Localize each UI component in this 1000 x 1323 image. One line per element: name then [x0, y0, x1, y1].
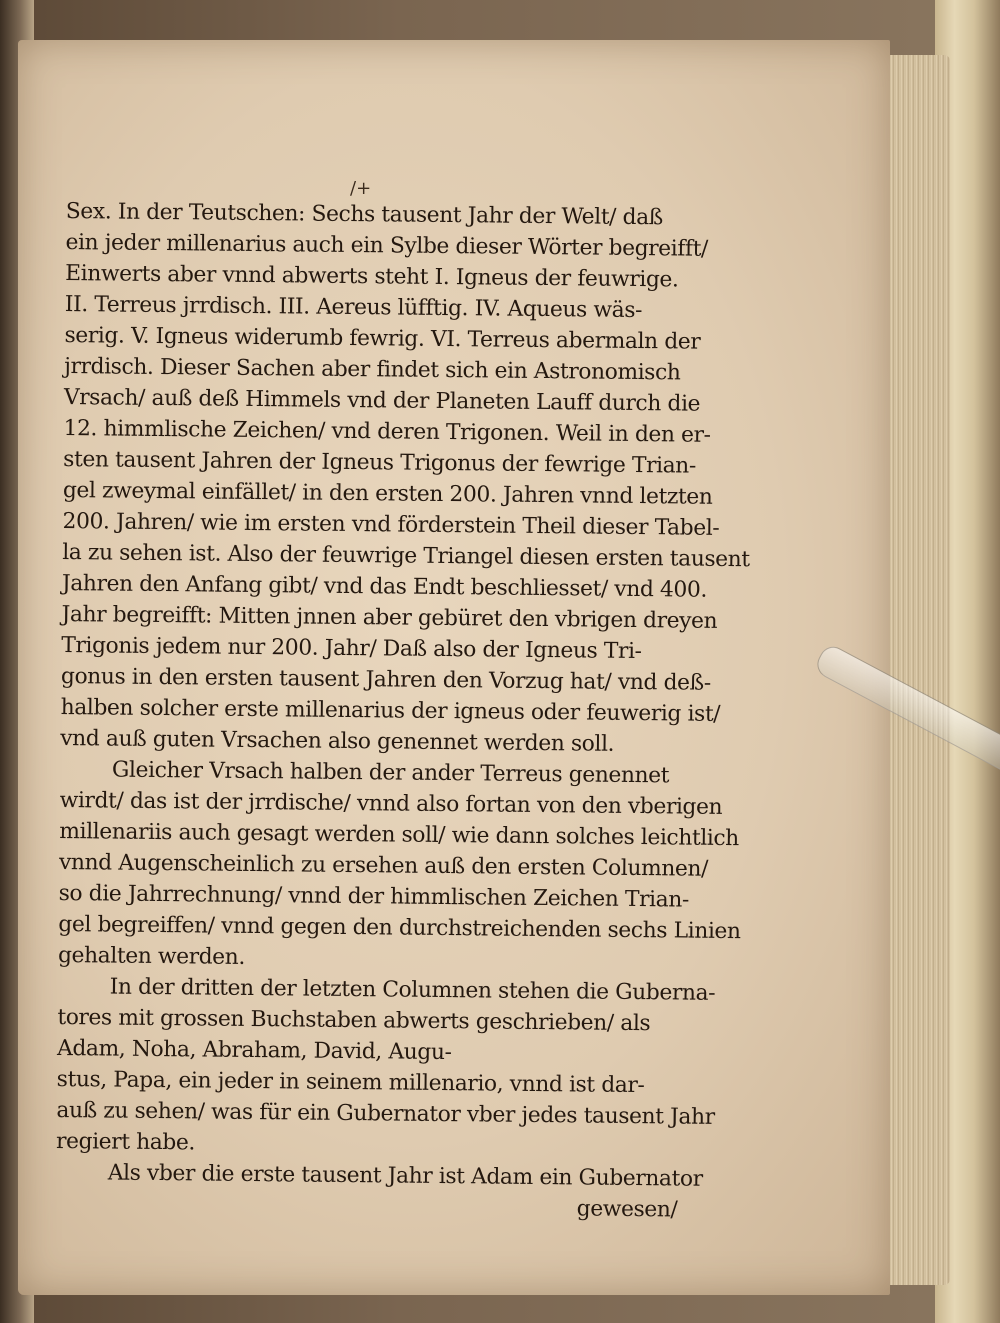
text-line: Einwerts aber vnnd abwerts steht I. Igneus der feuwrige.: [65, 260, 679, 293]
text-line: jrrdisch. Dieser Sachen aber findet sich ein Astronomisch: [64, 353, 681, 386]
paragraph-start-line: In der dritten der letzten Columnen stehen die Guberna-: [109, 974, 716, 1006]
text-line: gonus in den ersten tausent Jahren den Vorzug hat/ vnd deß-: [60, 663, 711, 696]
text-line: vnnd Augenscheinlich zu ersehen auß den ersten Columnen/: [58, 849, 709, 882]
text-line: halben solcher erste millenarius der igneus oder feuwerig ist/: [60, 694, 721, 727]
text-line: Jahren den Anfang gibt/ vnd das Endt beschliesset/ vnd 400.: [61, 570, 708, 603]
text-line: II. Terreus jrrdisch. III. Aereus lüfftig. IV. Aqueus wäs-: [64, 291, 643, 324]
text-line: Adam, Noha, Abraham, David, Augu-: [56, 1035, 452, 1066]
text-line: wirdt/ das ist der jrrdische/ vnnd also fortan von den vberigen: [59, 787, 723, 820]
text-line: auß zu sehen/ was für ein Gubernator vber jedes tausent Jahr: [56, 1097, 715, 1130]
text-line: vnd auß guten Vrsachen also genennet werden soll.: [60, 725, 615, 757]
text-line: tores mit grossen Buchstaben abwerts geschrieben/ als: [57, 1004, 651, 1037]
text-line: 12. himmlische Zeichen/ vnd deren Trigonen. Weil in den er-: [63, 415, 711, 448]
text-line: gel zweymal einfället/ in den ersten 200. Jahren vnnd letzten: [62, 477, 713, 510]
text-line: millenariis auch gesagt werden soll/ wie dann solches leichtlich: [59, 818, 740, 852]
text-line: Sex. In der Teutschen: Sechs tausent Jahr der Welt/ daß: [65, 198, 664, 231]
text-line: la zu sehen ist. Also der feuwrige Triangel diesen ersten tausent: [62, 539, 750, 573]
page-number: /+: [350, 178, 372, 199]
text-line: regiert habe.: [55, 1128, 196, 1156]
text-line: Jahr begreifft: Mitten jnnen aber gebüret den vbrigen dreyen: [61, 601, 718, 634]
text-line: Vrsach/ auß deß Himmels vnd der Planeten Lauff durch die: [63, 384, 701, 417]
text-line: sten tausent Jahren der Igneus Trigonus der fewrige Trian-: [63, 446, 696, 479]
text-line: gehalten werden.: [57, 942, 246, 970]
text-line: serig. V. Igneus widerumb fewrig. VI. Terreus abermaln der: [64, 322, 701, 355]
text-line: ein jeder millenarius auch ein Sylbe dieser Wörter begreifft/: [65, 229, 709, 262]
text-line: Trigonis jedem nur 200. Jahr/ Daß also der Igneus Tri-: [61, 632, 642, 665]
text-line: so die Jahrrechnung/ vnnd der himmlischen Zeichen Trian-: [58, 880, 689, 913]
text-line: 200. Jahren/ wie im ersten vnd förderstein Theil dieser Tabel-: [62, 508, 720, 541]
paragraph-start-line: Gleicher Vrsach halben der ander Terreus genennet: [111, 757, 670, 789]
text-line: gel begreiffen/ vnnd gegen den durchstreichenden sechs Linien: [58, 911, 741, 945]
paragraph-start-line: Als vber die erste tausent Jahr ist Adam ein Gubernator: [107, 1160, 703, 1192]
body-text: [55, 196, 750, 1225]
catchword: gewesen/: [576, 1196, 678, 1223]
text-line: stus, Papa, ein jeder in seinem millenario, vnnd ist dar-: [56, 1066, 645, 1099]
